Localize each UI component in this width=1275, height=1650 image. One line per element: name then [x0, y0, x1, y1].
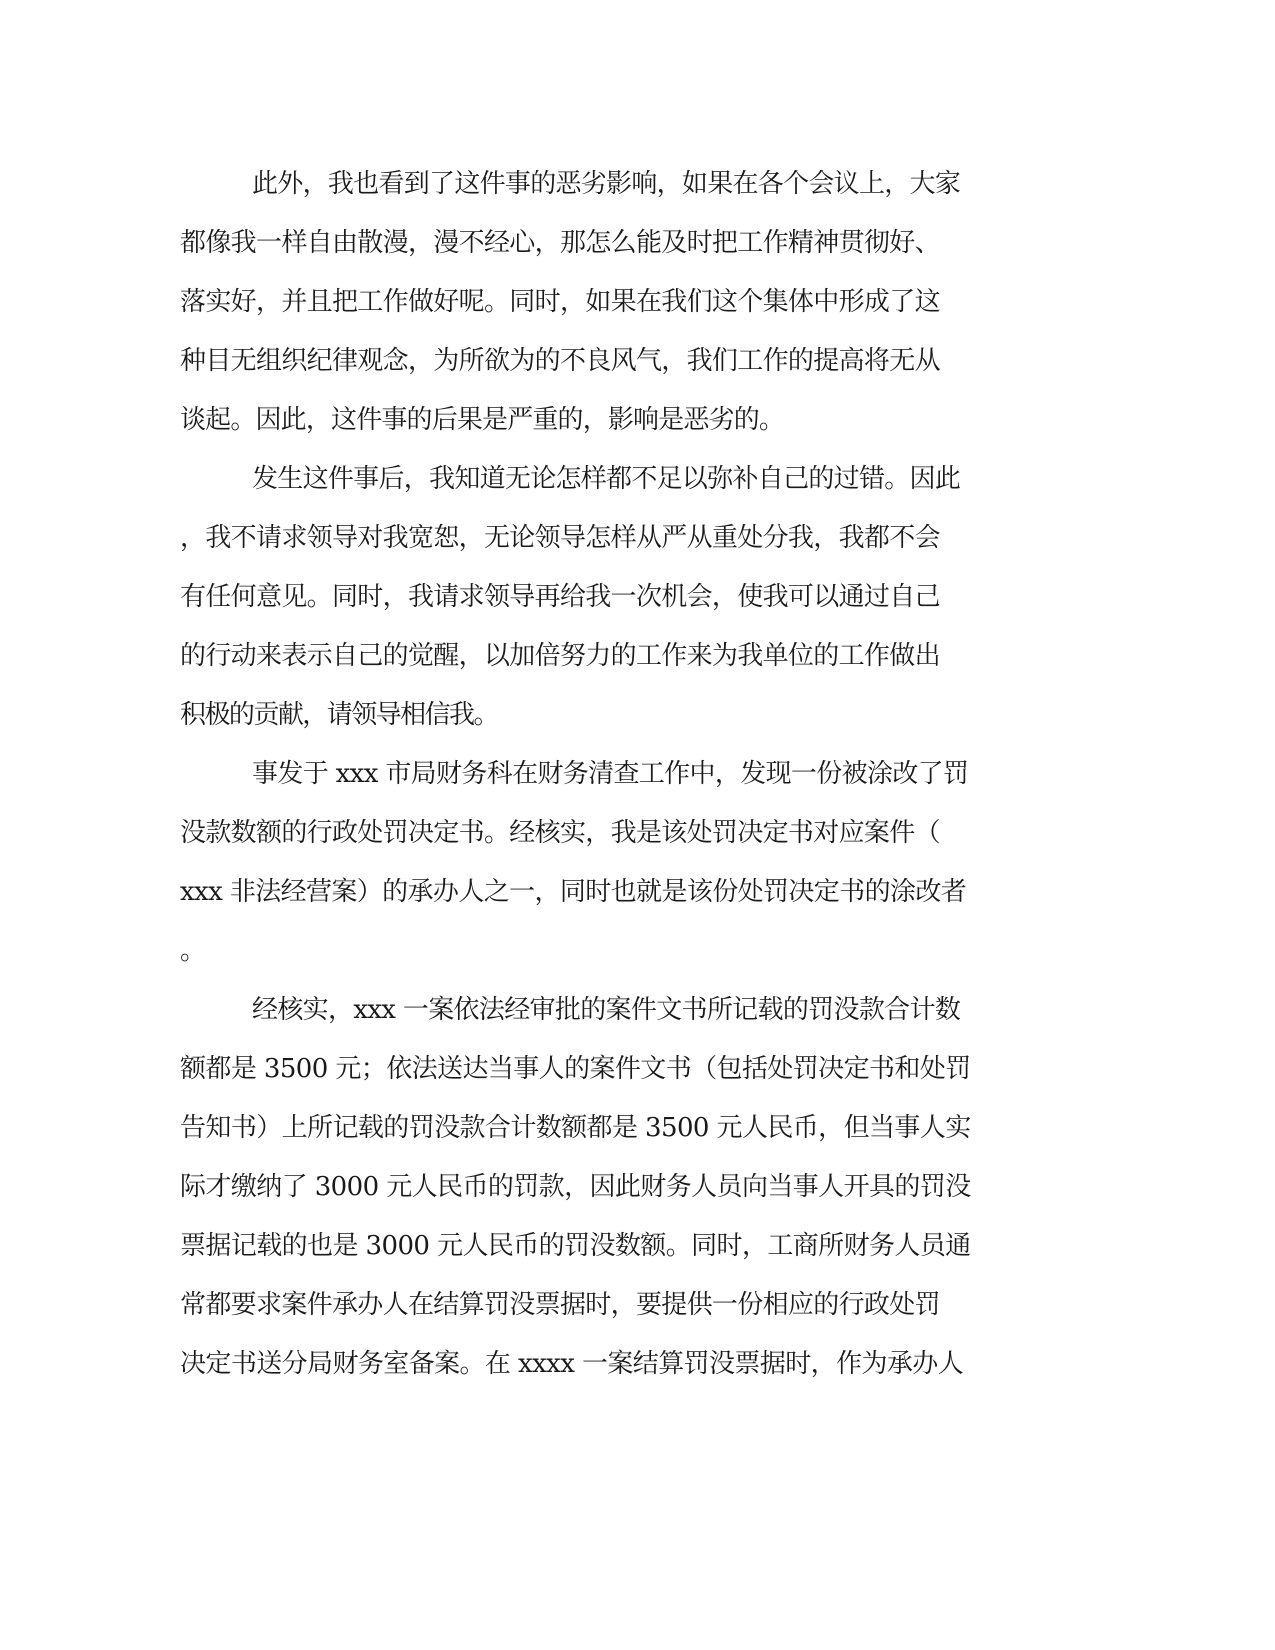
- text-line: 经核实，xxx 一案依法经审批的案件文书所记载的罚没款合计数: [252, 995, 961, 1025]
- text-line: 常都要求案件承办人在结算罚没票据时，要提供一份相应的行政处罚: [180, 1290, 940, 1320]
- document-body: [180, 155, 1050, 1394]
- text-line: 告知书）上所记载的罚没款合计数额都是 3500 元人民币，但当事人实: [180, 1113, 971, 1143]
- text-line: 际才缴纳了 3000 元人民币的罚款，因此财务人员向当事人开具的罚没: [180, 1172, 971, 1202]
- text-line: 额都是 3500 元；依法送达当事人的案件文书（包括处罚决定书和处罚: [180, 1054, 971, 1084]
- text-line: 的行动来表示自己的觉醒，以加倍努力的工作来为我单位的工作做出: [180, 641, 940, 671]
- text-line: 没款数额的行政处罚决定书。经核实，我是该处罚决定书对应案件（: [180, 818, 940, 848]
- text-line: xxx 非法经营案）的承办人之一，同时也就是该份处罚决定书的涂改者: [180, 877, 967, 907]
- text-line: 事发于 xxx 市局财务科在财务清查工作中，发现一份被涂改了罚: [252, 759, 969, 789]
- text-line: 决定书送分局财务室备案。在 xxxx 一案结算罚没票据时，作为承办人: [180, 1349, 964, 1379]
- text-line: 落实好，并且把工作做好呢。同时，如果在我们这个集体中形成了这: [180, 287, 940, 317]
- text-line: 此外，我也看到了这件事的恶劣影响，如果在各个会议上，大家: [252, 169, 961, 199]
- text-line: 谈起。因此，这件事的后果是严重的，影响是恶劣的。: [180, 405, 785, 435]
- text-line: 有任何意见。同时，我请求领导再给我一次机会，使我可以通过自己: [180, 582, 940, 612]
- text-line: ，我不请求领导对我宽恕，无论领导怎样从严从重处分我，我都不会: [180, 523, 940, 553]
- text-line: 。: [180, 936, 187, 966]
- text-line: 积极的贡献，请领导相信我。: [180, 700, 498, 730]
- text-line: 都像我一样自由散漫，漫不经心，那怎么能及时把工作精神贯彻好、: [180, 228, 940, 258]
- text-line: 发生这件事后，我知道无论怎样都不足以弥补自己的过错。因此: [252, 464, 961, 494]
- text-line: 票据记载的也是 3000 元人民币的罚没数额。同时，工商所财务人员通: [180, 1231, 971, 1261]
- text-line: 种目无组织纪律观念，为所欲为的不良风气，我们工作的提高将无从: [180, 346, 940, 376]
